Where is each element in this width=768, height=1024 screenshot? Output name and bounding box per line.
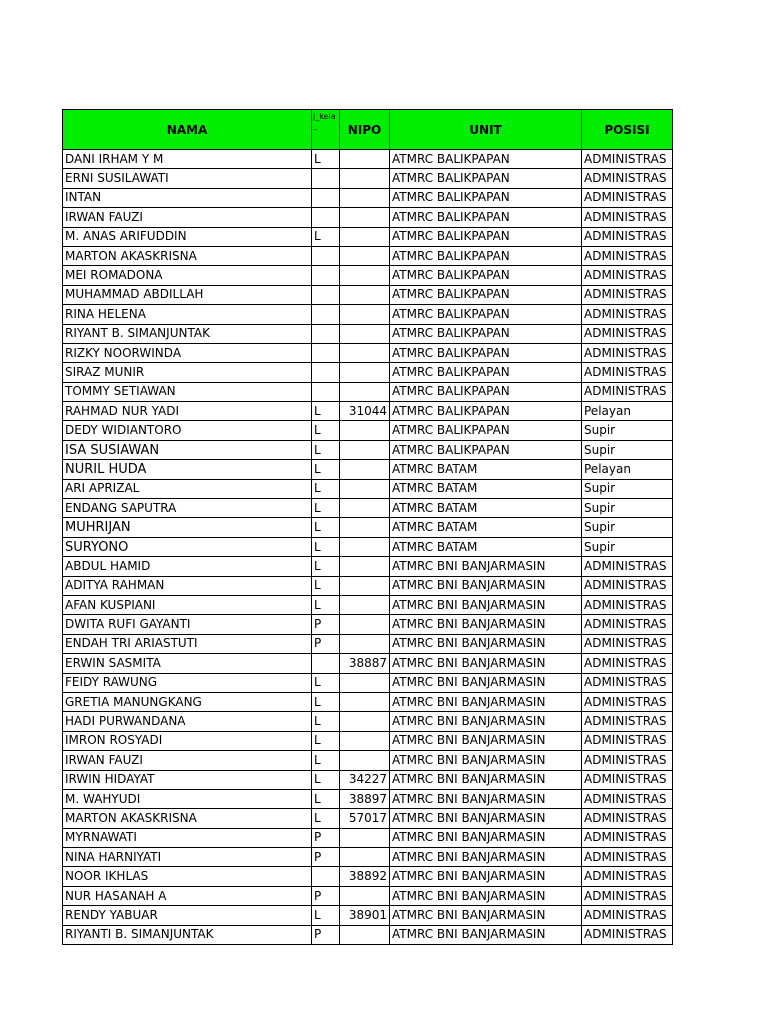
cell-unit[interactable]: ATMRC BNI BANJARMASIN — [390, 828, 582, 847]
table-row — [63, 731, 673, 750]
cell-unit[interactable]: ATMRC BNI BANJARMASIN — [390, 634, 582, 653]
cell-unit[interactable]: ATMRC BATAM — [390, 518, 582, 537]
cell-nama[interactable]: MARTON AKASKRISNA — [63, 246, 312, 265]
cell-posisi[interactable]: ADMINISTRAS — [582, 634, 673, 653]
cell-nama[interactable]: M. ANAS ARIFUDDIN — [63, 227, 312, 246]
cell-jenis-kelamin[interactable]: L — [312, 673, 340, 692]
cell-jenis-kelamin[interactable]: P — [312, 615, 340, 634]
cell-nama[interactable]: MARTON AKASKRISNA — [63, 809, 312, 828]
cell-nipo[interactable] — [340, 188, 390, 207]
table-row — [63, 499, 673, 518]
cell-jenis-kelamin[interactable]: L — [312, 595, 340, 614]
cell-jenis-kelamin[interactable]: P — [312, 925, 340, 944]
cell-posisi[interactable]: Supir — [582, 537, 673, 556]
cell-nipo[interactable] — [340, 421, 390, 440]
cell-jenis-kelamin[interactable] — [312, 363, 340, 382]
table-row — [63, 440, 673, 459]
table-row — [63, 595, 673, 614]
cell-nipo[interactable] — [340, 305, 390, 324]
table-row — [63, 421, 673, 440]
table-row — [63, 188, 673, 207]
cell-jenis-kelamin[interactable]: P — [312, 886, 340, 905]
cell-posisi[interactable]: ADMINISTRAS — [582, 169, 673, 188]
cell-posisi[interactable]: ADMINISTRAS — [582, 886, 673, 905]
table-row — [63, 692, 673, 711]
cell-nipo[interactable] — [340, 537, 390, 556]
cell-nama[interactable]: RAHMAD NUR YADI — [63, 402, 312, 421]
cell-unit[interactable]: ATMRC BALIKPAPAN — [390, 363, 582, 382]
header-posisi[interactable]: POSISI — [582, 110, 673, 150]
header-nipo[interactable]: NIPO — [340, 110, 390, 150]
cell-nama[interactable]: DWITA RUFI GAYANTI — [63, 615, 312, 634]
cell-nama[interactable]: IRWAN FAUZI — [63, 208, 312, 227]
cell-posisi[interactable]: ADMINISTRAS — [582, 789, 673, 808]
cell-posisi[interactable]: Pelayan — [582, 402, 673, 421]
cell-unit[interactable]: ATMRC BATAM — [390, 537, 582, 556]
cell-nipo[interactable] — [340, 363, 390, 382]
cell-posisi[interactable]: ADMINISTRAS — [582, 382, 673, 401]
cell-nama[interactable]: IRWAN FAUZI — [63, 751, 312, 770]
cell-posisi[interactable]: ADMINISTRAS — [582, 227, 673, 246]
table-row — [63, 634, 673, 653]
cell-nama[interactable]: RIYANT B. SIMANJUNTAK — [63, 324, 312, 343]
cell-nipo[interactable]: 31044 — [340, 402, 390, 421]
cell-unit[interactable]: ATMRC BNI BANJARMASIN — [390, 673, 582, 692]
cell-nama[interactable]: MUHRIJAN — [63, 518, 312, 537]
cell-jenis-kelamin[interactable]: L — [312, 557, 340, 576]
cell-jenis-kelamin[interactable]: L — [312, 692, 340, 711]
table-row — [63, 363, 673, 382]
cell-nipo[interactable] — [340, 169, 390, 188]
table-row — [63, 828, 673, 847]
cell-jenis-kelamin[interactable]: L — [312, 537, 340, 556]
cell-posisi[interactable]: ADMINISTRAS — [582, 557, 673, 576]
cell-nama[interactable]: SURYONO — [63, 537, 312, 556]
cell-unit[interactable]: ATMRC BALIKPAPAN — [390, 402, 582, 421]
cell-nipo[interactable] — [340, 634, 390, 653]
cell-nipo[interactable]: 57017 — [340, 809, 390, 828]
cell-nipo[interactable] — [340, 324, 390, 343]
cell-nipo[interactable] — [340, 518, 390, 537]
table-header — [63, 110, 673, 150]
cell-jenis-kelamin[interactable]: L — [312, 460, 340, 479]
cell-nama[interactable]: IRWIN HIDAYAT — [63, 770, 312, 789]
cell-jenis-kelamin[interactable]: L — [312, 479, 340, 498]
cell-jenis-kelamin[interactable]: P — [312, 634, 340, 653]
cell-posisi[interactable]: ADMINISTRAS — [582, 828, 673, 847]
cell-nama[interactable]: RIZKY NOORWINDA — [63, 343, 312, 362]
cell-nipo[interactable] — [340, 285, 390, 304]
cell-posisi[interactable]: ADMINISTRAS — [582, 324, 673, 343]
header-row — [63, 110, 673, 150]
cell-unit[interactable]: ATMRC BALIKPAPAN — [390, 208, 582, 227]
cell-jenis-kelamin[interactable]: L — [312, 499, 340, 518]
cell-nipo[interactable] — [340, 460, 390, 479]
cell-jenis-kelamin[interactable]: L — [312, 576, 340, 595]
cell-posisi[interactable]: ADMINISTRAS — [582, 595, 673, 614]
cell-posisi[interactable]: ADMINISTRAS — [582, 576, 673, 595]
cell-posisi[interactable]: ADMINISTRAS — [582, 266, 673, 285]
cell-nama[interactable]: INTAN — [63, 188, 312, 207]
cell-unit[interactable]: ATMRC BALIKPAPAN — [390, 382, 582, 401]
cell-unit[interactable]: ATMRC BNI BANJARMASIN — [390, 712, 582, 731]
cell-unit[interactable]: ATMRC BNI BANJARMASIN — [390, 751, 582, 770]
cell-nama[interactable]: MYRNAWATI — [63, 828, 312, 847]
cell-nama[interactable]: SIRAZ MUNIR — [63, 363, 312, 382]
cell-nipo[interactable] — [340, 382, 390, 401]
cell-posisi[interactable]: ADMINISTRAS — [582, 305, 673, 324]
table-row — [63, 150, 673, 169]
cell-nipo[interactable] — [340, 266, 390, 285]
cell-jenis-kelamin[interactable]: L — [312, 421, 340, 440]
cell-posisi[interactable]: ADMINISTRAS — [582, 150, 673, 169]
table-row — [63, 285, 673, 304]
cell-nipo[interactable] — [340, 692, 390, 711]
cell-nipo[interactable] — [340, 208, 390, 227]
cell-posisi[interactable]: ADMINISTRAS — [582, 673, 673, 692]
table-body — [63, 150, 673, 945]
cell-nipo[interactable]: 38897 — [340, 789, 390, 808]
cell-unit[interactable]: ATMRC BNI BANJARMASIN — [390, 848, 582, 867]
table-row — [63, 479, 673, 498]
header-unit[interactable]: UNIT — [390, 110, 582, 150]
cell-jenis-kelamin[interactable]: L — [312, 402, 340, 421]
cell-posisi[interactable]: ADMINISTRAS — [582, 906, 673, 925]
table-row — [63, 208, 673, 227]
cell-nipo[interactable]: 38887 — [340, 654, 390, 673]
cell-jenis-kelamin[interactable]: L — [312, 227, 340, 246]
cell-unit[interactable]: ATMRC BALIKPAPAN — [390, 169, 582, 188]
table-row — [63, 712, 673, 731]
cell-nama[interactable]: NOOR IKHLAS — [63, 867, 312, 886]
cell-jenis-kelamin[interactable]: L — [312, 440, 340, 459]
cell-unit[interactable]: ATMRC BALIKPAPAN — [390, 440, 582, 459]
cell-posisi[interactable]: ADMINISTRAS — [582, 188, 673, 207]
cell-nama[interactable]: RENDY YABUAR — [63, 906, 312, 925]
table-row — [63, 266, 673, 285]
cell-nipo[interactable] — [340, 751, 390, 770]
cell-nama[interactable]: NINA HARNIYATI — [63, 848, 312, 867]
employee-table — [62, 109, 673, 945]
cell-unit[interactable]: ATMRC BNI BANJARMASIN — [390, 615, 582, 634]
table-row — [63, 518, 673, 537]
table-row — [63, 906, 673, 925]
cell-nipo[interactable] — [340, 227, 390, 246]
cell-nipo[interactable] — [340, 925, 390, 944]
cell-nama[interactable]: ERWIN SASMITA — [63, 654, 312, 673]
cell-jenis-kelamin[interactable] — [312, 867, 340, 886]
table-row — [63, 227, 673, 246]
cell-jenis-kelamin[interactable] — [312, 382, 340, 401]
cell-nama[interactable]: ENDANG SAPUTRA — [63, 499, 312, 518]
cell-jenis-kelamin[interactable] — [312, 208, 340, 227]
cell-unit[interactable]: ATMRC BALIKPAPAN — [390, 266, 582, 285]
cell-nipo[interactable] — [340, 828, 390, 847]
cell-nipo[interactable] — [340, 479, 390, 498]
cell-posisi[interactable]: ADMINISTRAS — [582, 809, 673, 828]
cell-posisi[interactable]: ADMINISTRAS — [582, 867, 673, 886]
cell-jenis-kelamin[interactable]: L — [312, 150, 340, 169]
header-nama[interactable]: NAMA — [63, 110, 312, 150]
cell-unit[interactable]: ATMRC BNI BANJARMASIN — [390, 925, 582, 944]
cell-jenis-kelamin[interactable] — [312, 246, 340, 265]
table-row — [63, 673, 673, 692]
cell-posisi[interactable]: ADMINISTRAS — [582, 751, 673, 770]
cell-unit[interactable]: ATMRC BNI BANJARMASIN — [390, 576, 582, 595]
table-row — [63, 867, 673, 886]
table-row — [63, 809, 673, 828]
cell-nama[interactable]: GRETIA MANUNGKANG — [63, 692, 312, 711]
table-row — [63, 382, 673, 401]
cell-unit[interactable]: ATMRC BNI BANJARMASIN — [390, 906, 582, 925]
cell-nama[interactable]: M. WAHYUDI — [63, 789, 312, 808]
cell-nama[interactable]: TOMMY SETIAWAN — [63, 382, 312, 401]
cell-nipo[interactable] — [340, 673, 390, 692]
cell-nama[interactable]: HADI PURWANDANA — [63, 712, 312, 731]
cell-posisi[interactable]: ADMINISTRAS — [582, 208, 673, 227]
cell-jenis-kelamin[interactable]: P — [312, 848, 340, 867]
cell-jenis-kelamin[interactable] — [312, 169, 340, 188]
cell-jenis-kelamin[interactable]: L — [312, 789, 340, 808]
table-row — [63, 557, 673, 576]
cell-unit[interactable]: ATMRC BALIKPAPAN — [390, 343, 582, 362]
cell-nama[interactable]: ERNI SUSILAWATI — [63, 169, 312, 188]
cell-posisi[interactable]: Pelayan — [582, 460, 673, 479]
cell-jenis-kelamin[interactable] — [312, 654, 340, 673]
cell-jenis-kelamin[interactable] — [312, 324, 340, 343]
table-row — [63, 654, 673, 673]
cell-nipo[interactable] — [340, 343, 390, 362]
cell-nipo[interactable] — [340, 150, 390, 169]
cell-posisi[interactable]: Supir — [582, 421, 673, 440]
cell-nipo[interactable] — [340, 499, 390, 518]
cell-jenis-kelamin[interactable]: L — [312, 751, 340, 770]
cell-posisi[interactable]: Supir — [582, 518, 673, 537]
cell-nipo[interactable]: 38901 — [340, 906, 390, 925]
cell-nipo[interactable] — [340, 595, 390, 614]
cell-nama[interactable]: IMRON ROSYADI — [63, 731, 312, 750]
cell-jenis-kelamin[interactable] — [312, 188, 340, 207]
cell-unit[interactable]: ATMRC BALIKPAPAN — [390, 188, 582, 207]
table-row — [63, 305, 673, 324]
table-row — [63, 324, 673, 343]
cell-nipo[interactable] — [340, 731, 390, 750]
cell-nama[interactable]: ADITYA RAHMAN — [63, 576, 312, 595]
cell-unit[interactable]: ATMRC BALIKPAPAN — [390, 227, 582, 246]
cell-nama[interactable]: DANI IRHAM Y M — [63, 150, 312, 169]
cell-posisi[interactable]: ADMINISTRAS — [582, 615, 673, 634]
cell-unit[interactable]: ATMRC BALIKPAPAN — [390, 324, 582, 343]
cell-nipo[interactable]: 34227 — [340, 770, 390, 789]
table-row — [63, 615, 673, 634]
cell-posisi[interactable]: ADMINISTRAS — [582, 848, 673, 867]
cell-nama[interactable]: FEIDY RAWUNG — [63, 673, 312, 692]
cell-jenis-kelamin[interactable]: P — [312, 828, 340, 847]
cell-nipo[interactable] — [340, 557, 390, 576]
cell-nama[interactable]: ENDAH TRI ARIASTUTI — [63, 634, 312, 653]
cell-jenis-kelamin[interactable]: L — [312, 712, 340, 731]
cell-posisi[interactable]: ADMINISTRAS — [582, 770, 673, 789]
cell-nama[interactable]: RIYANTI B. SIMANJUNTAK — [63, 925, 312, 944]
cell-nama[interactable]: MUHAMMAD ABDILLAH — [63, 285, 312, 304]
cell-unit[interactable]: ATMRC BALIKPAPAN — [390, 150, 582, 169]
cell-nipo[interactable] — [340, 848, 390, 867]
cell-jenis-kelamin[interactable]: L — [312, 809, 340, 828]
table-row — [63, 169, 673, 188]
cell-posisi[interactable]: ADMINISTRAS — [582, 654, 673, 673]
cell-jenis-kelamin[interactable] — [312, 343, 340, 362]
cell-nama[interactable]: RINA HELENA — [63, 305, 312, 324]
cell-nipo[interactable] — [340, 712, 390, 731]
cell-unit[interactable]: ATMRC BNI BANJARMASIN — [390, 886, 582, 905]
cell-posisi[interactable]: ADMINISTRAS — [582, 343, 673, 362]
cell-unit[interactable]: ATMRC BALIKPAPAN — [390, 246, 582, 265]
cell-unit[interactable]: ATMRC BNI BANJARMASIN — [390, 789, 582, 808]
table-row — [63, 751, 673, 770]
cell-posisi[interactable]: Supir — [582, 499, 673, 518]
cell-posisi[interactable]: ADMINISTRAS — [582, 363, 673, 382]
cell-posisi[interactable]: ADMINISTRAS — [582, 925, 673, 944]
cell-unit[interactable]: ATMRC BNI BANJARMASIN — [390, 692, 582, 711]
cell-unit[interactable]: ATMRC BNI BANJARMASIN — [390, 557, 582, 576]
cell-posisi[interactable]: ADMINISTRAS — [582, 712, 673, 731]
cell-unit[interactable]: ATMRC BATAM — [390, 479, 582, 498]
cell-nipo[interactable] — [340, 576, 390, 595]
table-row — [63, 576, 673, 595]
table-row — [63, 848, 673, 867]
cell-jenis-kelamin[interactable]: L — [312, 518, 340, 537]
cell-nama[interactable]: ISA SUSIAWAN — [63, 440, 312, 459]
cell-posisi[interactable]: ADMINISTRAS — [582, 692, 673, 711]
cell-nama[interactable]: NUR HASANAH A — [63, 886, 312, 905]
cell-posisi[interactable]: Supir — [582, 479, 673, 498]
cell-nama[interactable]: ARI APRIZAL — [63, 479, 312, 498]
cell-unit[interactable]: ATMRC BNI BANJARMASIN — [390, 809, 582, 828]
table-row — [63, 343, 673, 362]
cell-nipo[interactable] — [340, 246, 390, 265]
cell-nipo[interactable] — [340, 886, 390, 905]
cell-unit[interactable]: ATMRC BATAM — [390, 499, 582, 518]
cell-posisi[interactable]: ADMINISTRAS — [582, 731, 673, 750]
table-row — [63, 460, 673, 479]
table-row — [63, 886, 673, 905]
cell-unit[interactable]: ATMRC BNI BANJARMASIN — [390, 731, 582, 750]
table-row — [63, 537, 673, 556]
cell-unit[interactable]: ATMRC BALIKPAPAN — [390, 421, 582, 440]
cell-posisi[interactable]: Supir — [582, 440, 673, 459]
header-jenis-kelamin[interactable]: j_kela _ — [312, 110, 340, 150]
cell-jenis-kelamin[interactable] — [312, 266, 340, 285]
cell-nama[interactable]: ABDUL HAMID — [63, 557, 312, 576]
table-row — [63, 246, 673, 265]
table-row — [63, 925, 673, 944]
cell-jenis-kelamin[interactable] — [312, 285, 340, 304]
cell-unit[interactable]: ATMRC BNI BANJARMASIN — [390, 867, 582, 886]
cell-unit[interactable]: ATMRC BATAM — [390, 460, 582, 479]
cell-unit[interactable]: ATMRC BALIKPAPAN — [390, 305, 582, 324]
cell-jenis-kelamin[interactable]: L — [312, 731, 340, 750]
cell-jenis-kelamin[interactable] — [312, 305, 340, 324]
cell-nama[interactable]: NURIL HUDA — [63, 460, 312, 479]
cell-nipo[interactable] — [340, 440, 390, 459]
cell-nama[interactable]: DEDY WIDIANTORO — [63, 421, 312, 440]
cell-posisi[interactable]: ADMINISTRAS — [582, 246, 673, 265]
cell-nama[interactable]: MEI ROMADONA — [63, 266, 312, 285]
cell-jenis-kelamin[interactable]: L — [312, 770, 340, 789]
cell-unit[interactable]: ATMRC BALIKPAPAN — [390, 285, 582, 304]
cell-nama[interactable]: AFAN KUSPIANI — [63, 595, 312, 614]
cell-unit[interactable]: ATMRC BNI BANJARMASIN — [390, 595, 582, 614]
cell-posisi[interactable]: ADMINISTRAS — [582, 285, 673, 304]
cell-unit[interactable]: ATMRC BNI BANJARMASIN — [390, 770, 582, 789]
cell-unit[interactable]: ATMRC BNI BANJARMASIN — [390, 654, 582, 673]
table-row — [63, 789, 673, 808]
cell-nipo[interactable] — [340, 615, 390, 634]
cell-jenis-kelamin[interactable]: L — [312, 906, 340, 925]
table-row — [63, 402, 673, 421]
cell-nipo[interactable]: 38892 — [340, 867, 390, 886]
table-row — [63, 770, 673, 789]
